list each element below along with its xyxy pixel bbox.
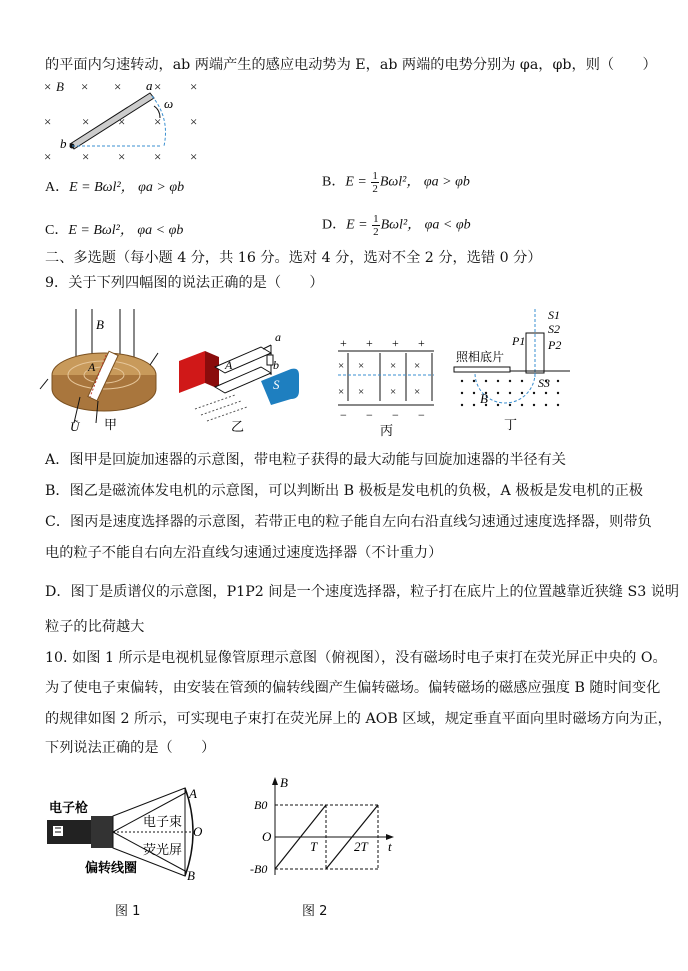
q9-yi-caption: 乙 [231,419,245,434]
q9-fig-ding-spectrometer [450,307,580,432]
q9-yi-S: S [273,377,280,392]
q8-option-D[interactable]: D．E = $\frac{1}{2}$ Bωl²， φa < φb [322,213,471,238]
q10-fig2-t: t [388,839,392,854]
q9-bing-caption: 丙 [380,423,394,438]
svg-text:×: × [114,79,122,94]
svg-text:×: × [118,149,126,164]
q10-fig1-beam: 电子束 [143,814,183,829]
q9-ding-S3: S3 [538,376,550,390]
svg-text:×: × [190,114,198,129]
q10-fig1-A: A [189,786,197,801]
svg-text:×: × [154,149,162,164]
svg-text:−: − [366,408,373,422]
svg-text:+: + [392,336,399,350]
q9-ding-caption: 丁 [504,417,518,432]
svg-text:×: × [190,149,198,164]
q8-option-C[interactable]: C．E = Bωl²， φa < φb [45,223,184,238]
q8-B-label: B [56,79,64,94]
q9-option-A[interactable]: A．图甲是回旋加速器的示意图，带电粒子获得的最大动能与回旋加速器的半径有关 [45,452,566,468]
q9-fig-yi-mhd [175,325,315,445]
q8-a-label: a [146,78,153,93]
q8-option-A[interactable]: A．E = Bωl²， φa > φb [45,180,185,195]
q10-fig2-B-t-graph [250,775,400,885]
q9-yi-A: A [225,358,233,372]
svg-text:×: × [338,360,345,372]
q9-ding-B: B [480,391,488,406]
svg-text:×: × [154,79,162,94]
svg-text:×: × [44,149,52,164]
svg-text:×: × [190,79,198,94]
q9-ding-S2: S2 [548,322,560,336]
q10-fig1-caption: 图 1 [115,904,141,919]
svg-text:×: × [390,386,397,398]
svg-text:×: × [358,360,365,372]
q9-option-D-line2: 粒子的比荷越大 [45,619,145,635]
q9-fig-bing-selector [334,337,444,447]
q8-b-label: b [60,136,67,151]
svg-text:×: × [414,386,421,398]
svg-text:×: × [82,114,90,129]
svg-text:−: − [392,408,399,422]
q10-fig2-caption: 图 2 [302,904,328,919]
q10-fig1-picture-tube [45,780,215,900]
svg-text:×: × [358,386,365,398]
q10-fig2-negB0: -B0 [250,862,268,876]
q10-stem-line2: 为了使电子束偏转，由安装在管颈的偏转线圈产生偏转磁场。偏转磁场的磁感应强度 B 随时间变化 [45,680,661,696]
svg-text:×: × [414,360,421,372]
q10-fig1-gun: 电子枪 [49,800,89,815]
q10-stem-line3: 的规律如图 2 所示，可实现电子束打在荧光屏上的 AOB 区域，规定垂直平面向里时磁场方向为正， [45,711,672,727]
q9-ding-P2: P2 [548,338,562,352]
q10-fig2-B0: B0 [254,798,268,812]
svg-text:+: + [418,336,425,350]
q9-stem: 9．关于下列四幅图的说法正确的是（ ） [45,275,324,291]
svg-text:×: × [44,79,52,94]
svg-text:−: − [418,408,425,422]
q9-option-C-line2: 电的粒子不能自右向左沿直线匀速通过速度选择器（不计重力） [45,545,443,561]
svg-text:×: × [338,386,345,398]
q9-option-C-line1[interactable]: C．图丙是速度选择器的示意图，若带正电的粒子能自左向右沿直线匀速通过速度选择器，则带负 [45,514,652,530]
svg-text:×: × [81,79,89,94]
q9-option-B[interactable]: B．图乙是磁流体发电机的示意图，可以判断出 B 极板是发电机的负极，A 极板是发电机的正极 [45,483,643,499]
q10-fig2-B: B [280,775,288,790]
q9-jia-B: B [96,317,104,332]
q9-jia-U: Ũ [70,419,80,434]
q10-fig2-O: O [262,829,272,844]
q10-fig1-O: O [193,824,203,839]
q10-fig2-2T: 2T [354,839,368,854]
svg-text:×: × [82,149,90,164]
q10-fig2-T: T [310,839,318,854]
q10-stem-line4: 下列说法正确的是（ ） [45,740,216,756]
svg-text:×: × [390,360,397,372]
q9-fig-jia-cyclotron [40,305,170,435]
svg-text:+: + [366,336,373,350]
q8-option-B[interactable]: B．E = $\frac{1}{2}$ Bωl²， φa > φb [322,170,470,195]
q9-yi-a: a [275,330,281,344]
section-multi-choice-heading: 二、多选题（每小题 4 分，共 16 分。选对 4 分，选对不全 2 分，选错 0 分） [45,250,542,266]
q10-stem-line1: 10. 如图 1 所示是电视机显像管原理示意图（俯视图），没有磁场时电子束打在荧光屏正中央的 O。 [45,650,667,666]
svg-text:+: + [340,336,347,350]
q9-jia-caption: 甲 [104,417,118,432]
q8-stem: 的平面内匀速转动，ab 两端产生的感应电动势为 E，ab 两端的电势分别为 φa，φb，则（ ） [45,57,657,73]
q9-ding-P1: P1 [512,334,526,348]
q10-fig1-B: B [187,868,195,883]
q9-option-D-line1[interactable]: D．图丁是质谱仪的示意图，P1P2 间是一个速度选择器，粒子打在底片上的位置越靠近狭缝 S3 说明 [45,584,680,600]
q8-omega-label: ω [164,96,174,111]
q9-jia-A: A [88,360,96,374]
q10-fig1-screen: 荧光屏 [143,842,183,857]
q9-ding-S1: S1 [548,308,560,322]
svg-text:−: − [340,408,347,422]
q9-yi-b: b [273,358,279,372]
svg-text:×: × [44,114,52,129]
q9-ding-film: 照相底片 [456,350,505,364]
svg-text:×: × [118,114,126,129]
q10-fig1-coil: 偏转线圈 [85,860,138,875]
q8-rod-figure [42,78,212,168]
svg-text:×: × [154,114,162,129]
